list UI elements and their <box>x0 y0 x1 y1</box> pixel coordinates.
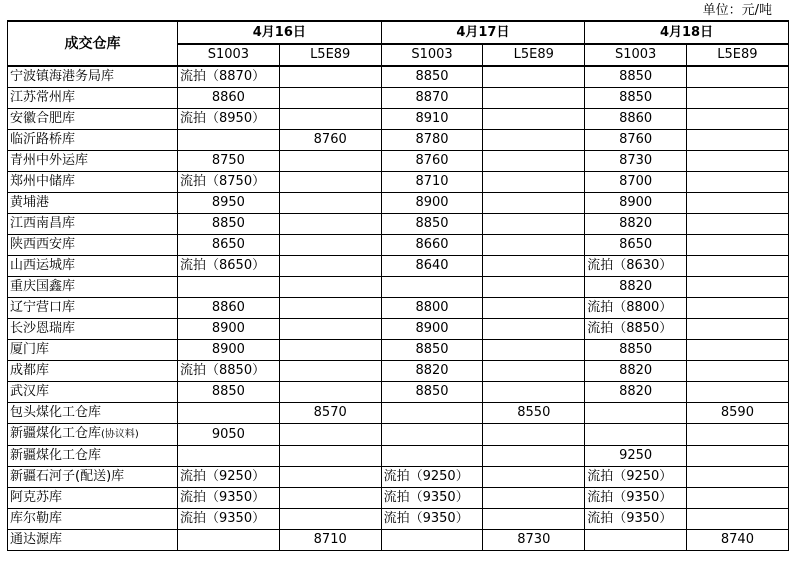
warehouse-name-text: 郑州中储库 <box>10 174 76 189</box>
warehouse-name-text: 青州中外运库 <box>10 153 89 168</box>
date-header: 4月16日 <box>178 21 382 44</box>
price-cell <box>483 488 585 509</box>
price-cell <box>279 277 381 298</box>
price-cell: 8820 <box>585 214 687 235</box>
price-cell <box>483 382 585 403</box>
price-cell <box>279 151 381 172</box>
table-row <box>8 382 789 403</box>
grade-code-header: L5E89 <box>687 44 789 66</box>
price-cell <box>381 424 483 446</box>
warehouse-name <box>8 446 178 467</box>
price-cell <box>483 235 585 256</box>
price-cell: 流拍（8950） <box>178 109 280 130</box>
warehouse-name <box>8 530 178 551</box>
price-cell: 流拍（9250） <box>585 467 687 488</box>
price-cell <box>483 509 585 530</box>
warehouse-name-text: 长沙恩瑞库 <box>10 321 76 336</box>
price-cell <box>178 446 280 467</box>
price-cell <box>483 277 585 298</box>
price-cell <box>687 66 789 88</box>
price-cell: 8820 <box>585 277 687 298</box>
table-row <box>8 467 789 488</box>
price-cell <box>279 488 381 509</box>
table-row <box>8 130 789 151</box>
warehouse-name-text: 阿克苏库 <box>10 490 63 505</box>
warehouse-name <box>8 66 178 88</box>
table-row <box>8 446 789 467</box>
price-cell <box>279 382 381 403</box>
price-cell <box>279 298 381 319</box>
price-cell <box>279 446 381 467</box>
price-cell: 8760 <box>381 151 483 172</box>
price-cell: 8900 <box>381 319 483 340</box>
price-cell: 8850 <box>178 382 280 403</box>
price-cell: 8820 <box>585 382 687 403</box>
price-cell <box>687 214 789 235</box>
price-cell: 8570 <box>279 403 381 424</box>
warehouse-name-text: 临沂路桥库 <box>10 132 76 147</box>
warehouse-name <box>8 382 178 403</box>
warehouse-name <box>8 88 178 109</box>
warehouse-name <box>8 488 178 509</box>
warehouse-name-text: 包头煤化工仓库 <box>10 405 102 420</box>
date-header: 4月18日 <box>585 21 789 44</box>
warehouse-name <box>8 193 178 214</box>
price-cell: 流拍（8850） <box>178 361 280 382</box>
table-row <box>8 151 789 172</box>
price-cell: 8950 <box>178 193 280 214</box>
warehouse-name-text: 黄埔港 <box>10 195 50 210</box>
price-cell <box>483 319 585 340</box>
price-cell <box>483 298 585 319</box>
price-cell <box>687 130 789 151</box>
table-row <box>8 424 789 446</box>
price-cell <box>687 446 789 467</box>
warehouse-name-text: 陕西西安库 <box>10 237 76 252</box>
price-cell: 8850 <box>585 340 687 361</box>
table-row <box>8 509 789 530</box>
price-cell <box>279 235 381 256</box>
warehouse-name-text: 库尔勒库 <box>10 511 63 526</box>
grade-code-header: S1003 <box>585 44 687 66</box>
price-cell: 8710 <box>279 530 381 551</box>
price-cell: 8850 <box>381 382 483 403</box>
warehouse-name <box>8 509 178 530</box>
price-cell <box>483 256 585 277</box>
price-cell: 8910 <box>381 109 483 130</box>
price-cell: 8650 <box>178 235 280 256</box>
price-cell <box>178 530 280 551</box>
price-cell <box>279 214 381 235</box>
price-cell <box>279 424 381 446</box>
warehouse-name <box>8 319 178 340</box>
price-cell <box>687 193 789 214</box>
price-cell: 流拍（8630） <box>585 256 687 277</box>
table-row <box>8 109 789 130</box>
price-cell <box>381 277 483 298</box>
price-cell <box>585 403 687 424</box>
price-cell: 8730 <box>585 151 687 172</box>
price-cell <box>279 361 381 382</box>
grade-code-header: S1003 <box>178 44 280 66</box>
table-row <box>8 340 789 361</box>
price-cell <box>687 88 789 109</box>
price-cell <box>687 361 789 382</box>
price-cell <box>483 66 585 88</box>
grade-code-header: L5E89 <box>279 44 381 66</box>
warehouse-name-text: 新疆石河子(配送)库 <box>10 469 125 484</box>
table-row <box>8 214 789 235</box>
table-row <box>8 361 789 382</box>
price-cell <box>687 424 789 446</box>
warehouse-name-text: 山西运城库 <box>10 258 76 273</box>
price-cell: 流拍（9350） <box>178 488 280 509</box>
price-cell <box>178 130 280 151</box>
price-cell <box>687 467 789 488</box>
price-cell: 流拍（9350） <box>381 509 483 530</box>
grade-code-header: S1003 <box>381 44 483 66</box>
price-cell: 8660 <box>381 235 483 256</box>
price-cell: 8850 <box>585 88 687 109</box>
warehouse-name-text: 重庆国鑫库 <box>10 279 76 294</box>
price-cell: 流拍（9350） <box>585 488 687 509</box>
price-cell: 8780 <box>381 130 483 151</box>
warehouse-name-text: 江西南昌库 <box>10 216 76 231</box>
price-cell <box>483 424 585 446</box>
price-cell: 8850 <box>381 340 483 361</box>
table-row <box>8 403 789 424</box>
warehouse-note: (协议料) <box>101 429 139 440</box>
price-cell: 8760 <box>585 130 687 151</box>
warehouse-column-header: 成交仓库 <box>8 21 178 66</box>
price-cell <box>483 467 585 488</box>
price-cell <box>279 109 381 130</box>
table-row <box>8 298 789 319</box>
warehouse-name <box>8 151 178 172</box>
price-cell: 8550 <box>483 403 585 424</box>
price-cell <box>279 319 381 340</box>
price-cell <box>687 256 789 277</box>
price-cell: 8850 <box>381 66 483 88</box>
price-cell: 8700 <box>585 172 687 193</box>
table-row <box>8 88 789 109</box>
price-cell: 流拍（8750） <box>178 172 280 193</box>
price-cell: 流拍（9250） <box>178 467 280 488</box>
price-cell: 8640 <box>381 256 483 277</box>
price-cell <box>279 467 381 488</box>
auction-results-table <box>7 20 789 551</box>
price-cell: 流拍（8650） <box>178 256 280 277</box>
warehouse-name-text: 宁波镇海港务局库 <box>10 69 115 84</box>
price-cell: 流拍（9250） <box>381 467 483 488</box>
price-cell: 流拍（9350） <box>585 509 687 530</box>
price-cell: 8760 <box>279 130 381 151</box>
warehouse-name <box>8 277 178 298</box>
price-cell <box>279 256 381 277</box>
price-cell <box>483 88 585 109</box>
price-cell: 8900 <box>178 319 280 340</box>
price-cell: 流拍（9350） <box>381 488 483 509</box>
warehouse-name <box>8 235 178 256</box>
warehouse-name-text: 新疆煤化工仓库 <box>10 448 102 463</box>
price-cell: 9250 <box>585 446 687 467</box>
price-cell: 8860 <box>585 109 687 130</box>
price-cell <box>687 509 789 530</box>
warehouse-name <box>8 361 178 382</box>
price-cell: 8860 <box>178 298 280 319</box>
price-cell: 8900 <box>585 193 687 214</box>
price-cell <box>279 509 381 530</box>
price-cell <box>381 530 483 551</box>
warehouse-name <box>8 340 178 361</box>
warehouse-name-text: 武汉库 <box>10 384 50 399</box>
price-cell <box>687 151 789 172</box>
price-cell <box>687 340 789 361</box>
price-cell <box>483 109 585 130</box>
price-cell <box>279 88 381 109</box>
price-cell: 8900 <box>178 340 280 361</box>
warehouse-name-text: 安徽合肥库 <box>10 111 76 126</box>
price-cell: 流拍（8850） <box>585 319 687 340</box>
warehouse-name <box>8 172 178 193</box>
price-cell <box>585 530 687 551</box>
unit-label: 单位：元/吨 <box>702 3 772 18</box>
price-cell <box>687 277 789 298</box>
price-cell <box>279 193 381 214</box>
table-row <box>8 172 789 193</box>
warehouse-name-text: 江苏常州库 <box>10 90 76 105</box>
price-cell <box>483 361 585 382</box>
grade-code-header: L5E89 <box>483 44 585 66</box>
warehouse-name <box>8 109 178 130</box>
warehouse-name <box>8 256 178 277</box>
price-cell: 8870 <box>381 88 483 109</box>
warehouse-name-text: 厦门库 <box>10 342 50 357</box>
price-cell <box>381 403 483 424</box>
price-cell <box>687 172 789 193</box>
price-cell <box>687 109 789 130</box>
price-cell: 8860 <box>178 88 280 109</box>
price-cell: 8650 <box>585 235 687 256</box>
table-row <box>8 66 789 88</box>
price-cell: 8850 <box>381 214 483 235</box>
warehouse-name-text: 辽宁营口库 <box>10 300 76 315</box>
table-row <box>8 256 789 277</box>
price-cell <box>687 298 789 319</box>
price-cell <box>483 172 585 193</box>
table-row <box>8 235 789 256</box>
price-cell <box>687 382 789 403</box>
warehouse-name-text: 成都库 <box>10 363 50 378</box>
warehouse-name <box>8 424 178 446</box>
price-cell: 流拍（8870） <box>178 66 280 88</box>
price-cell <box>483 340 585 361</box>
warehouse-name-text: 通达源库 <box>10 532 63 547</box>
price-cell <box>279 66 381 88</box>
price-cell: 8820 <box>381 361 483 382</box>
price-cell: 8740 <box>687 530 789 551</box>
warehouse-name <box>8 298 178 319</box>
warehouse-name <box>8 467 178 488</box>
price-cell <box>483 151 585 172</box>
warehouse-name <box>8 403 178 424</box>
warehouse-name <box>8 130 178 151</box>
table-row <box>8 488 789 509</box>
price-cell <box>381 446 483 467</box>
table-row <box>8 277 789 298</box>
price-cell: 8850 <box>178 214 280 235</box>
table-row <box>8 193 789 214</box>
warehouse-name-text: 新疆煤化工仓库 <box>10 426 102 441</box>
price-cell: 8730 <box>483 530 585 551</box>
date-header: 4月17日 <box>381 21 585 44</box>
price-cell <box>687 488 789 509</box>
table-row <box>8 319 789 340</box>
price-cell: 9050 <box>178 424 280 446</box>
price-cell: 8750 <box>178 151 280 172</box>
price-cell: 8800 <box>381 298 483 319</box>
price-cell: 流拍（9350） <box>178 509 280 530</box>
price-cell <box>279 340 381 361</box>
price-cell <box>687 235 789 256</box>
price-cell <box>585 424 687 446</box>
price-cell: 8900 <box>381 193 483 214</box>
price-cell <box>483 193 585 214</box>
price-cell <box>483 130 585 151</box>
price-cell <box>483 446 585 467</box>
table-body <box>8 66 789 551</box>
price-cell: 8710 <box>381 172 483 193</box>
price-cell <box>178 403 280 424</box>
table-row <box>8 530 789 551</box>
price-cell: 8590 <box>687 403 789 424</box>
price-cell <box>483 214 585 235</box>
price-cell <box>178 277 280 298</box>
price-cell: 8820 <box>585 361 687 382</box>
warehouse-name <box>8 214 178 235</box>
price-cell <box>687 319 789 340</box>
price-cell: 8850 <box>585 66 687 88</box>
price-cell <box>279 172 381 193</box>
price-cell: 流拍（8800） <box>585 298 687 319</box>
